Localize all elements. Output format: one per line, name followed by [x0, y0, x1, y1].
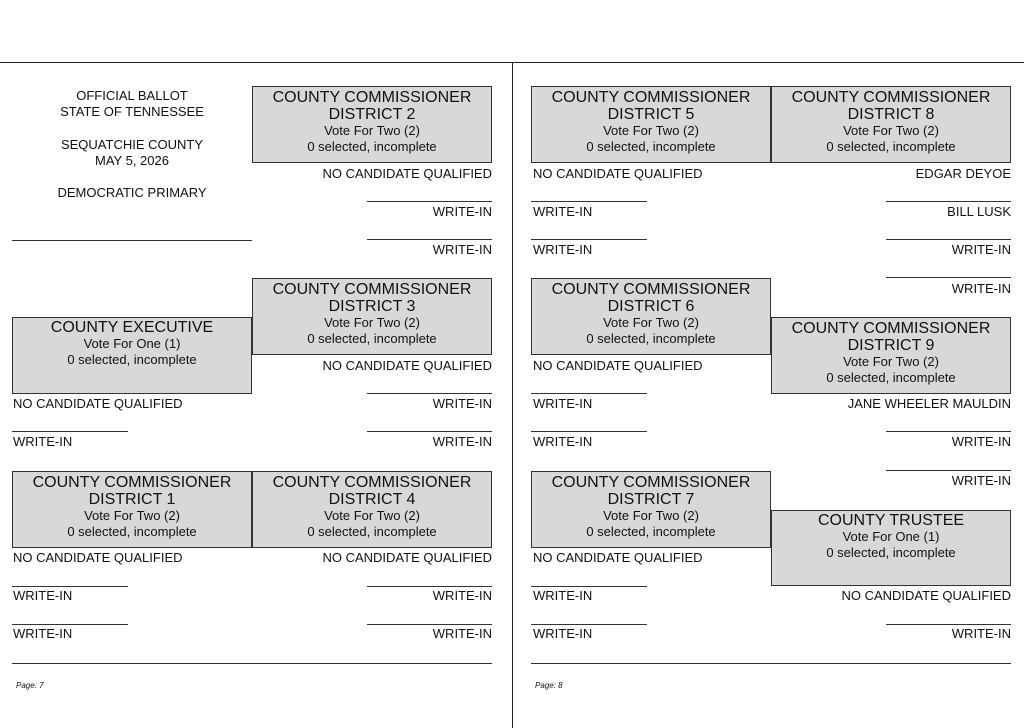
- option-write-in[interactable]: WRITE-IN: [533, 242, 593, 257]
- option-no-candidate[interactable]: NO CANDIDATE QUALIFIED: [533, 358, 703, 373]
- contest-title: COUNTY COMMISSIONER: [551, 281, 751, 298]
- contest-title: COUNTY COMMISSIONER: [272, 89, 472, 106]
- page-number: Page: 7: [16, 681, 44, 690]
- selection-status: 0 selected, incomplete: [586, 331, 716, 346]
- option-write-in[interactable]: WRITE-IN: [13, 626, 73, 641]
- option-no-candidate[interactable]: NO CANDIDATE QUALIFIED: [13, 396, 183, 411]
- option-no-candidate[interactable]: NO CANDIDATE QUALIFIED: [13, 550, 183, 565]
- contest-district-9-header: [771, 317, 1011, 394]
- contest-title: COUNTY COMMISSIONER: [272, 281, 472, 298]
- contest-district-4-header: [252, 471, 492, 548]
- contest-district-6-header: [531, 278, 771, 355]
- contest-district: DISTRICT 8: [847, 106, 935, 123]
- write-in-line: [367, 239, 492, 240]
- page-number: Page: 8: [535, 681, 563, 690]
- option-write-in[interactable]: WRITE-IN: [13, 434, 73, 449]
- write-in-line: [531, 624, 647, 625]
- selection-status: 0 selected, incomplete: [586, 524, 716, 539]
- write-in-line: [886, 624, 1011, 625]
- option-write-in[interactable]: WRITE-IN: [951, 242, 1011, 257]
- write-in-line: [531, 431, 647, 432]
- page-footer-line: [12, 663, 492, 664]
- selection-status: 0 selected, incomplete: [307, 331, 437, 346]
- contest-district-5-header: [531, 86, 771, 163]
- option-no-candidate[interactable]: NO CANDIDATE QUALIFIED: [322, 166, 492, 181]
- divider-line: [12, 240, 252, 241]
- write-in-line: [531, 586, 647, 587]
- write-in-line: [12, 586, 128, 587]
- vote-for: Vote For Two (2): [843, 354, 939, 369]
- contest-title: COUNTY COMMISSIONER: [791, 320, 991, 337]
- contest-county-executive-header: [12, 317, 252, 394]
- option-write-in[interactable]: WRITE-IN: [533, 626, 593, 641]
- selection-status: 0 selected, incomplete: [307, 139, 437, 154]
- option-write-in[interactable]: WRITE-IN: [533, 396, 593, 411]
- contest-district-1-header: [12, 471, 252, 548]
- contest-title: COUNTY COMMISSIONER: [791, 89, 991, 106]
- header-line-primary: DEMOCRATIC PRIMARY: [57, 185, 207, 200]
- write-in-line: [886, 431, 1011, 432]
- option-write-in[interactable]: WRITE-IN: [432, 588, 492, 603]
- header-line-date: MAY 5, 2026: [95, 153, 169, 168]
- contest-title: COUNTY COMMISSIONER: [551, 474, 751, 491]
- option-no-candidate[interactable]: NO CANDIDATE QUALIFIED: [533, 166, 703, 181]
- page-divider: [512, 62, 513, 728]
- write-in-line: [367, 431, 492, 432]
- option-write-in[interactable]: WRITE-IN: [533, 588, 593, 603]
- selection-status: 0 selected, incomplete: [307, 524, 437, 539]
- option-no-candidate[interactable]: NO CANDIDATE QUALIFIED: [322, 358, 492, 373]
- write-in-line: [531, 239, 647, 240]
- contest-district: DISTRICT 7: [607, 491, 695, 508]
- selection-status: 0 selected, incomplete: [826, 370, 956, 385]
- selection-status: 0 selected, incomplete: [586, 139, 716, 154]
- write-in-line: [886, 470, 1011, 471]
- contest-title: COUNTY COMMISSIONER: [272, 474, 472, 491]
- contest-district: DISTRICT 5: [607, 106, 695, 123]
- vote-for: Vote For Two (2): [84, 508, 180, 523]
- contest-district: DISTRICT 1: [88, 491, 176, 508]
- write-in-line: [367, 586, 492, 587]
- contest-district: DISTRICT 6: [607, 298, 695, 315]
- option-write-in[interactable]: WRITE-IN: [432, 396, 492, 411]
- contest-title: COUNTY COMMISSIONER: [32, 474, 232, 491]
- header-line-county: SEQUATCHIE COUNTY: [60, 137, 204, 152]
- option-no-candidate[interactable]: NO CANDIDATE QUALIFIED: [533, 550, 703, 565]
- option-write-in[interactable]: WRITE-IN: [432, 242, 492, 257]
- contest-title: COUNTY EXECUTIVE: [50, 319, 214, 336]
- option-no-candidate[interactable]: NO CANDIDATE QUALIFIED: [841, 588, 1011, 603]
- contest-district: DISTRICT 3: [328, 298, 416, 315]
- contest-district-8-header: [771, 86, 1011, 163]
- vote-for: Vote For Two (2): [843, 123, 939, 138]
- contest-county-trustee-header: [771, 510, 1011, 586]
- page-footer-line: [531, 663, 1011, 664]
- vote-for: Vote For Two (2): [603, 508, 699, 523]
- option-write-in[interactable]: WRITE-IN: [432, 434, 492, 449]
- contest-district-3-header: [252, 278, 492, 355]
- option-write-in[interactable]: WRITE-IN: [533, 204, 593, 219]
- vote-for: Vote For One (1): [842, 529, 940, 544]
- vote-for: Vote For One (1): [83, 336, 181, 351]
- contest-district-7-header: [531, 471, 771, 548]
- contest-district: DISTRICT 9: [847, 337, 935, 354]
- option-write-in[interactable]: WRITE-IN: [13, 588, 73, 603]
- option-write-in[interactable]: WRITE-IN: [432, 626, 492, 641]
- header-line-official-ballot: OFFICIAL BALLOT: [76, 88, 188, 103]
- option-candidate-bill-lusk[interactable]: BILL LUSK: [947, 204, 1011, 219]
- option-candidate-jane-wheeler-mauldin[interactable]: JANE WHEELER MAULDIN: [847, 396, 1011, 411]
- option-write-in[interactable]: WRITE-IN: [951, 281, 1011, 296]
- write-in-line: [12, 624, 128, 625]
- option-candidate-edgar-deyoe[interactable]: EDGAR DEYOE: [915, 166, 1011, 181]
- option-write-in[interactable]: WRITE-IN: [432, 204, 492, 219]
- vote-for: Vote For Two (2): [603, 123, 699, 138]
- vote-for: Vote For Two (2): [324, 508, 420, 523]
- write-in-line: [367, 201, 492, 202]
- write-in-line: [12, 431, 128, 432]
- selection-status: 0 selected, incomplete: [67, 524, 197, 539]
- option-write-in[interactable]: WRITE-IN: [951, 473, 1011, 488]
- contest-district-2-header: [252, 86, 492, 163]
- option-no-candidate[interactable]: NO CANDIDATE QUALIFIED: [322, 550, 492, 565]
- selection-status: 0 selected, incomplete: [67, 352, 197, 367]
- option-write-in[interactable]: WRITE-IN: [951, 434, 1011, 449]
- vote-for: Vote For Two (2): [324, 315, 420, 330]
- contest-title: COUNTY COMMISSIONER: [551, 89, 751, 106]
- vote-for: Vote For Two (2): [324, 123, 420, 138]
- write-in-line: [886, 201, 1011, 202]
- write-in-line: [886, 277, 1011, 278]
- write-in-line: [531, 393, 647, 394]
- option-write-in[interactable]: WRITE-IN: [533, 434, 593, 449]
- selection-status: 0 selected, incomplete: [826, 545, 956, 560]
- contest-title: COUNTY TRUSTEE: [817, 512, 965, 529]
- write-in-line: [531, 201, 647, 202]
- contest-district: DISTRICT 2: [328, 106, 416, 123]
- write-in-line: [886, 239, 1011, 240]
- vote-for: Vote For Two (2): [603, 315, 699, 330]
- header-line-state: STATE OF TENNESSEE: [60, 104, 204, 119]
- selection-status: 0 selected, incomplete: [826, 139, 956, 154]
- write-in-line: [367, 624, 492, 625]
- write-in-line: [367, 393, 492, 394]
- option-write-in[interactable]: WRITE-IN: [951, 626, 1011, 641]
- contest-district: DISTRICT 4: [328, 491, 416, 508]
